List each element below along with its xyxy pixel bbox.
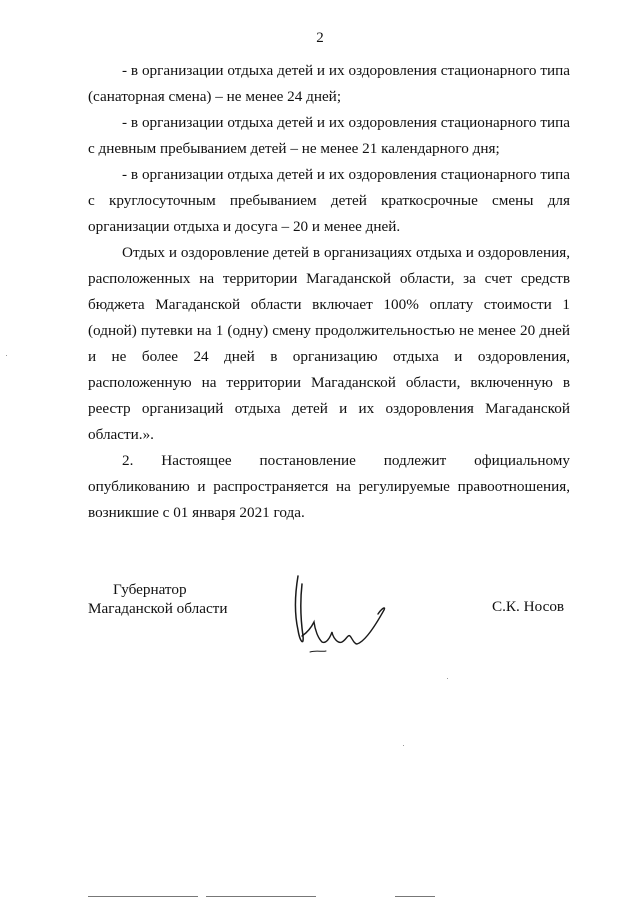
signatory-title <box>88 580 227 618</box>
document-body <box>88 58 570 526</box>
scan-edge-line <box>206 896 316 897</box>
scan-speck <box>403 745 404 746</box>
paragraph-funding-terms: Отдых и оздоровление детей в организациях отдыха и оздоровления, расположенных на территории Магаданской области, за счет средств бюджета Магаданской области включает 100% оплату стоимости 1 (одной) путевки на 1 (одну) смену продолжительностью не менее 20 дней и не более 24 дней в организацию отдыха и оздоровления, расположенную на территории Магаданской области, включенную в реестр организаций отдыха детей и их оздоровления Магаданской области.». <box>88 244 570 443</box>
scan-speck <box>6 355 7 356</box>
scan-edge-line <box>395 896 435 897</box>
paragraph-list-item-day-stay: - в организации отдыха детей и их оздоровления стационарного типа с дневным пребыванием детей – не менее 21 календарного дня; <box>88 114 570 157</box>
paragraph-list-item-round-the-clock: - в организации отдыха детей и их оздоровления стационарного типа с круглосуточным пребыванием детей краткосрочные смены для организации отдыха и досуга – 20 и менее дней. <box>88 166 570 235</box>
signatory-title-line2: Магаданской области <box>88 600 228 617</box>
paragraph-publication-clause: 2. Настоящее постановление подлежит официальному опубликованию и распространяется на регулируемые правоотношения, возникшие с 01 января 2021 года. <box>88 452 570 521</box>
page-number: 2 <box>316 30 324 46</box>
scan-speck <box>447 678 448 679</box>
scan-edge-line <box>88 896 198 897</box>
signatory-title-line1: Губернатор <box>113 581 187 598</box>
signatory-name: С.К. Носов <box>492 598 565 615</box>
handwritten-signature <box>282 572 392 662</box>
paragraph-list-item-sanatorium: - в организации отдыха детей и их оздоровления стационарного типа (санаторная смена) – не менее 24 дней; <box>88 62 570 105</box>
